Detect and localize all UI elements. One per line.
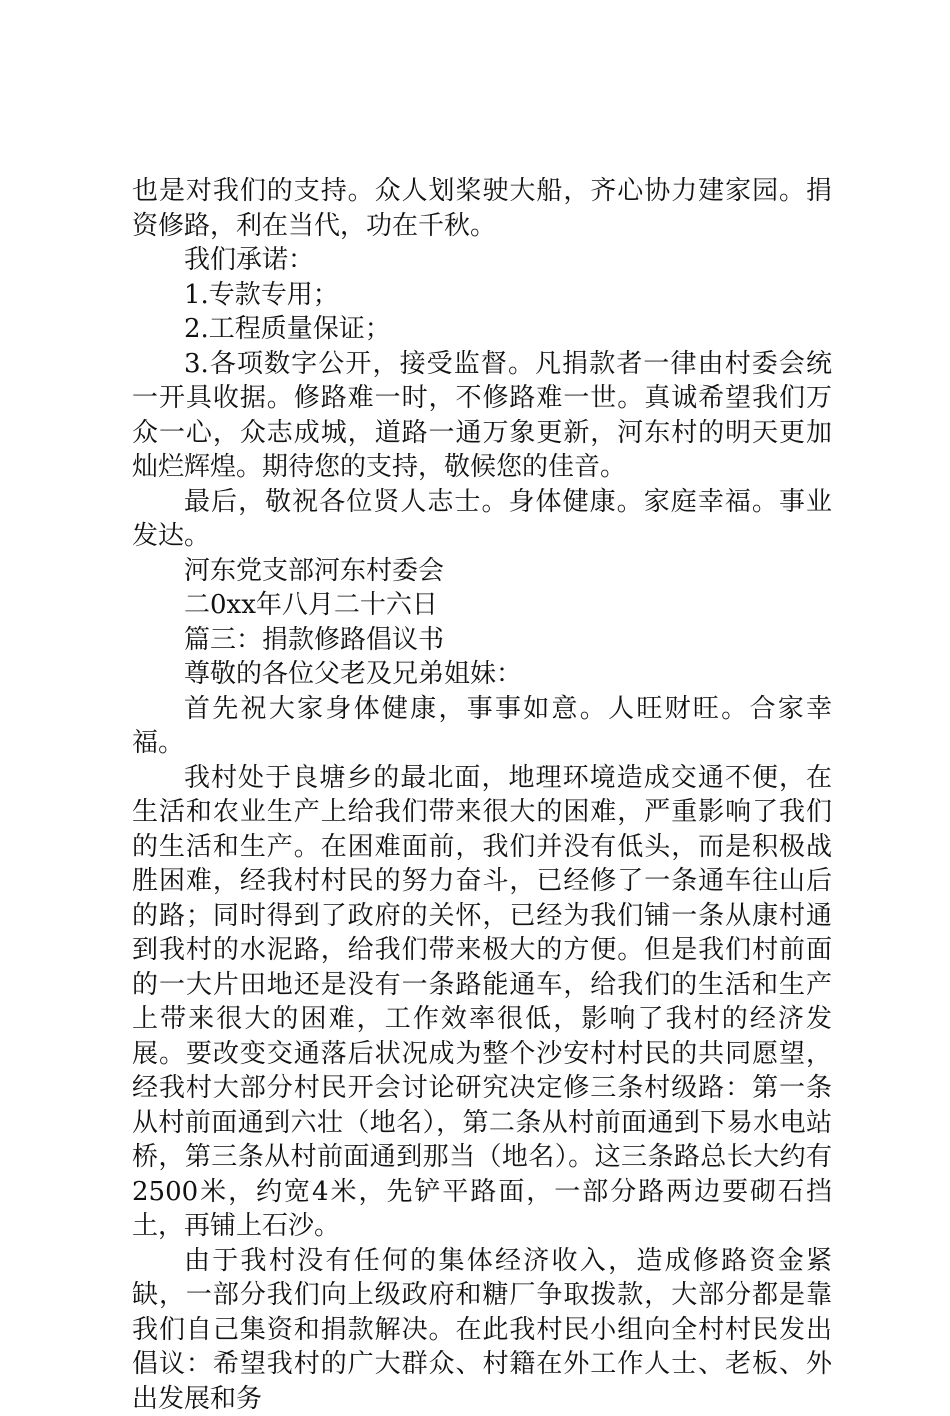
paragraph-greeting: 首先祝大家身体健康，事事如意。人旺财旺。合家幸福。 — [132, 692, 832, 761]
paragraph-promise-heading: 我们承诺： — [132, 243, 832, 278]
promise-item-3: 3.各项数字公开，接受监督。凡捐款者一律由村委会统一开具收据。修路难一时，不修路难一世。真诚希望我们万众一心，众志成城，道路一通万象更新，河东村的明天更加灿烂辉煌。期待您的支持，敬候您的佳音。 — [132, 347, 832, 485]
document-body — [132, 174, 832, 1416]
paragraph-village-situation: 我村处于良塘乡的最北面，地理环境造成交通不便，在生活和农业生产上给我们带来很大的困难，严重影响了我们的生活和生产。在困难面前，我们并没有低头，而是积极战胜困难，经我村村民的努力奋斗，已经修了一条通车往山后的路；同时得到了政府的关怀，已经为我们铺一条从康村通到我村的水泥路，给我们带来极大的方便。但是我们村前面的一大片田地还是没有一条路能通车，给我们的生活和生产上带来很大的困难，工作效率很低，影响了我村的经济发展。要改变交通落后状况成为整个沙安村村民的共同愿望，经我村大部分村民开会讨论研究决定修三条村级路：第一条从村前面通到六壮（地名），第二条从村前面通到下易水电站桥，第三条从村前面通到那当（地名）。这三条路总长大约有2500米，约宽4米，先铲平路面，一部分路两边要砌石挡土，再铺上石沙。 — [132, 761, 832, 1244]
paragraph-support-closing: 也是对我们的支持。众人划桨驶大船，齐心协力建家园。捐资修路，利在当代，功在千秋。 — [132, 174, 832, 243]
paragraph-final-wishes: 最后，敬祝各位贤人志士。身体健康。家庭幸福。事业发达。 — [132, 485, 832, 554]
signature-organization: 河东党支部河东村委会 — [132, 554, 832, 589]
salutation: 尊敬的各位父老及兄弟姐妹： — [132, 657, 832, 692]
paragraph-funding-appeal: 由于我村没有任何的集体经济收入，造成修路资金紧缺，一部分我们向上级政府和糖厂争取拨款，大部分都是靠我们自己集资和捐款解决。在此我村民小组向全村村民发出倡议：希望我村的广大群众、村籍在外工作人士、老板、外出发展和务 — [132, 1244, 832, 1416]
signature-date: 二0xx年八月二十六日 — [132, 588, 832, 623]
promise-item-2: 2.工程质量保证； — [132, 312, 832, 347]
section-title: 篇三：捐款修路倡议书 — [132, 623, 832, 658]
promise-item-1: 1.专款专用； — [132, 278, 832, 313]
